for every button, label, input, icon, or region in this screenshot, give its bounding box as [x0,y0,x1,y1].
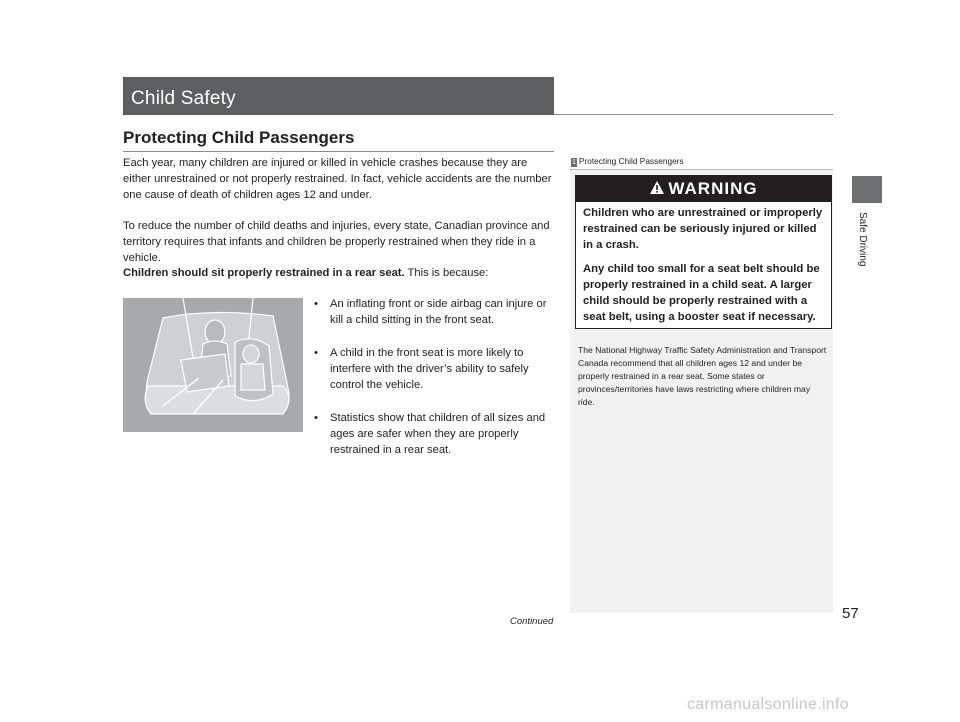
rear-seat-reason: This is because: [404,267,489,279]
note-title-text: Protecting Child Passengers [578,156,684,166]
bullet-mark: • [314,347,318,359]
section-title: Child Safety [131,88,236,109]
note-title [571,156,684,167]
sidebar-note [570,157,833,613]
page-heading: Protecting Child Passengers [123,128,355,147]
heading-rule [123,151,554,152]
list-item [314,296,559,328]
bullet-text: An inflating front or side airbag can injure or kill a child sitting in the front seat. [330,298,547,326]
chapter-side-label: Safe Driving [857,212,868,267]
warning-bar [576,176,831,202]
note-header [570,157,833,170]
note-number-badge: 1 [572,159,576,166]
chapter-tab-marker [852,176,882,203]
list-item [314,345,559,393]
rear-seat-emphasis: Children should sit properly restrained in a rear seat. [123,267,405,279]
intro-paragraph: Each year, many children are injured or killed in vehicle crashes because they are either unrestrained or not properly restrained. In fact, vehicle accidents are the number one cause of death of children ages 12 and under. [123,157,552,201]
warning-box [575,175,832,329]
bullet-text: Statistics show that children of all sizes and ages are safer when they are properly restrained in a rear seat. [330,412,546,456]
child-seat-illustration [123,298,303,432]
warning-text-injury: Children who are unrestrained or improperly restrained can be seriously injured or killed in a crash. [583,207,823,251]
rear-seat-paragraph [123,265,557,281]
page-number: 57 [842,605,859,622]
bullet-mark: • [314,298,318,310]
continued-label: Continued [510,616,554,627]
banner-rule [554,114,833,115]
warning-text-child-seat: Any child too small for a seat belt should be properly restrained in a child seat. A larger child should be properly restrained with a seat belt, using a booster seat if necessary. [583,263,820,323]
list-item [314,410,559,458]
rear-seat-drawing [123,298,303,432]
section-banner [123,77,554,115]
law-paragraph: To reduce the number of child deaths and injuries, every state, Canadian province and territory requires that infants and children be properly restrained when they ride in a vehicle. [123,220,550,264]
warning-triangle-icon [649,180,665,199]
warning-label: WARNING [668,179,758,198]
note-body: The National Highway Traffic Safety Administration and Transport Canada recommend that all children ages 12 and under be properly restrained in a rear seat. Some states or provinces/territories have laws restricting where children may ride. [578,345,827,407]
bullet-text: A child in the front seat is more likely to interfere with the driver’s ability to safely control the vehicle. [330,347,529,391]
bullet-mark: • [314,412,318,424]
watermark: carmanualsonline.info [687,696,849,713]
reasons-list [314,296,559,475]
